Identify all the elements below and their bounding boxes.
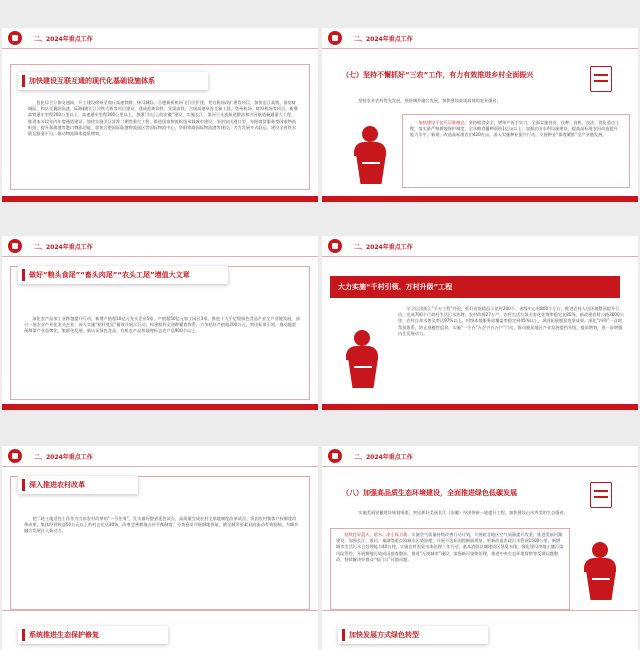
header-divider (322, 466, 638, 467)
highlight-text: 加快建设千亿斤江淮粮仓。 (418, 120, 469, 125)
highlight-text: 持续打好蓝天、碧水、净土保卫战。 (344, 532, 412, 537)
slide-header (322, 446, 638, 466)
section-label: 二、2024年重点工作 (34, 453, 93, 461)
slide-body (410, 120, 622, 182)
slide-title-box (338, 626, 488, 644)
section-label: 二、2024年重点工作 (354, 453, 413, 461)
slide-5[interactable] (2, 446, 318, 620)
speaker-icon (342, 330, 386, 388)
section-label: 二、2024年重点工作 (354, 243, 413, 251)
slide-body: 把二轮土地延包工作作为当前农村改革的“一号任务”，扎实做好整省延包试点，高质量完成农村宅基地制度改革试点，巩固农村集体产权制度改革成果，集体经营收益50万元以上的村占比达30%，改革完善耕地占补平衡制度，分类稳妥开展耕地恢复，健全城乡要素双向流动有效机制，为城乡融合发展注入新动力。 (24, 516, 299, 534)
document-icon (590, 482, 612, 508)
slide-title-box (18, 266, 228, 284)
party-emblem-icon (8, 31, 22, 45)
header-divider (2, 256, 318, 257)
slide-subhead: （七）坚持不懈抓好“三农”工作，有力有效推进乡村全面振兴 (342, 71, 534, 79)
slide-header (322, 28, 638, 48)
slide-7[interactable] (2, 610, 318, 650)
header-divider (2, 610, 318, 611)
slide-title: 大力实施“千村引领、万村升级”工程 (338, 283, 453, 291)
slide-title: 系统推进生态保护修复 (29, 631, 99, 639)
section-label: 二、2024年重点工作 (34, 35, 93, 43)
footer-bar (2, 404, 318, 410)
header-divider (2, 466, 318, 467)
footer-bar (322, 404, 638, 410)
title-accent-bar (22, 479, 25, 491)
section-label: 二、2024年重点工作 (34, 243, 93, 251)
slide-body: 学习运用浙江“千万工程”经验，抓好首批精品示范村200个、省级中心村800个左右，推进农村人居环境整治提升行动，完成700个行政村生活污水治理，农村改厕27万户，农村生活垃圾无害化处理率稳定在85%，新改建农村公路3000公里，农村自来水普及率达97%以上，村级本地服务站覆盖率稳定到45%以上，巩固拓展脱贫攻坚成果，深化“四带”一自助帮扶体系，防止规模性返贫，实施“一千百”万企兴百万户”行动，推动脱贫地区产业发展提档升级，提质增效，进一步增强内生发展动力。 (398, 306, 624, 336)
slide-body: 深化农产品加工业跨越提升行动，新增产值超10亿元龙头企业5家，产值超50亿元加工园区3家，推进十大千亿级绿色食品产业全产业链发展，部引一批农业产业化龙头企业，深入实施“秸秆变宝”量效开展示行动，构建秸秆全食种繁育体系，力争秸秆产值超200万元，突出标准引领，推动地票预制菜产业品牌化、集群化发展，新认证绿色食品、有机农产品和地理标志农产品900个以上。 (24, 316, 300, 334)
slide-title: 加快发展方式绿色转型 (349, 631, 419, 639)
slide-3[interactable] (2, 236, 318, 410)
body-text: 坚持粮食安全，增单产再手实力，全面实施良田、良种、良机、良法、优化重点工程，落实最严格耕地保护制度，全年粮食播种面积1亿亩以上，加强农田水利设施建设，提高高标准农田改造提升能力水平，新建、改造高标准农田420万亩，深入实施种业振兴行动，支持种业“保育繁推”全产业链发展。 (410, 120, 620, 138)
slide-lead: 实施美丽安徽建设规划纲要，突出抓好美丽长江（安徽）经济带新一轮提升工程，加快建设山水秀美的生态强省。 (358, 510, 568, 515)
slide-4[interactable] (322, 236, 638, 410)
slide-8[interactable] (322, 610, 638, 650)
slide-header (322, 236, 638, 256)
slide-title: 加快建设互联互通的现代化基础设施体系 (29, 77, 155, 85)
slide-2[interactable] (322, 28, 638, 202)
title-accent-bar (22, 629, 25, 641)
document-icon (590, 66, 612, 92)
slide-header (2, 28, 318, 48)
party-emblem-icon (328, 239, 342, 253)
slide-header (2, 236, 318, 256)
slide-header (2, 446, 318, 466)
slide-title-box (18, 72, 208, 90)
header-divider (322, 256, 638, 257)
party-emblem-icon (8, 239, 22, 253)
footer-bar (322, 196, 638, 202)
slide-6[interactable] (322, 446, 638, 620)
title-accent-bar (22, 75, 25, 87)
slide-title: 深入推进农村改革 (29, 481, 85, 489)
slide-title-bar (330, 276, 620, 298)
header-divider (322, 610, 638, 611)
header-divider (322, 48, 638, 49)
party-emblem-icon (328, 449, 342, 463)
slide-title-box (18, 476, 138, 494)
slide-body (336, 532, 564, 606)
slide-subhead: （八）加强高品质生态环境建设，全面推进绿色低碳发展 (342, 489, 517, 497)
slide-1[interactable] (2, 28, 318, 202)
speaker-icon (350, 126, 394, 184)
title-accent-bar (22, 269, 25, 281)
section-label: 二、2024年重点工作 (354, 35, 413, 43)
slide-title: 做好“粮头食尾”“畜头肉尾”“农头工尾”增值大文章 (29, 271, 190, 279)
header-divider (2, 48, 318, 49)
party-emblem-icon (328, 31, 342, 45)
body-text: 实施空气质量持续改善行动计划，开展皖北地区空气质量提升攻坚，推进美丽河湖建设，加强长江、淮河、巢湖等重点流域水污染治理，开展不达标国控断面攻坚，更新改造市政污水管网1500公里，新增城市生活污水日处理能力40万吨，实施农村黑臭水体治理三年行动，基本消除县城建成区黑臭水体，强化建设用地土壤污染风险管控，开展耕地污染成因排查整治，推进“无废城市”建设，加强新污染物治理，推进中央生态环境督察等反馈问题整改，持续解决好群众“家门口”环境问题。 (336, 532, 564, 562)
slide-lead: 坚持农业农村优先发展，坚持城乡融合发展，加快建设高质高效的农业强省。 (358, 98, 501, 103)
slide-title-box (18, 626, 168, 644)
slide-body: 优化综合立体交通网，开工建设徐州至商丘高速铁路、扬马城际、合肥新桥机场飞行区扩建，芜宣机场改扩建等项目，加快沿江高铁、淮宿蚌城际、和县至襄阳高速、G3铜陵长江公铁大桥等项目建设，建成池黄高铁、宣绩高铁、合周高速阜首至颍上段、亳州机场、蚌埠机场等项目，新增高铁通车里程200公里以上、高速通车里程300公里以上，加强“水运上的安徽”建设，实施长江、淮河干支流航道整治和内河航道畅通重大工程，推进本节段年内年度通道建设，加快实施引江济淮二期等重大工程，推进国家物流枢纽承载城市建设，争创安庆港口型、阜阳商贸服务型国家物流枢纽，提升郑蒲港等港口物流功能，加快合肥国际陆港物流园区等国际物流中心，阜阳铁路国际物流港等建设，大力发展多式联运，建设全省铁水联运服务平台，推动物流降本提质增效。 (28, 100, 298, 137)
footer-bar (2, 196, 318, 202)
party-emblem-icon (8, 449, 22, 463)
speaker-icon (580, 542, 624, 600)
title-accent-bar (342, 629, 345, 641)
